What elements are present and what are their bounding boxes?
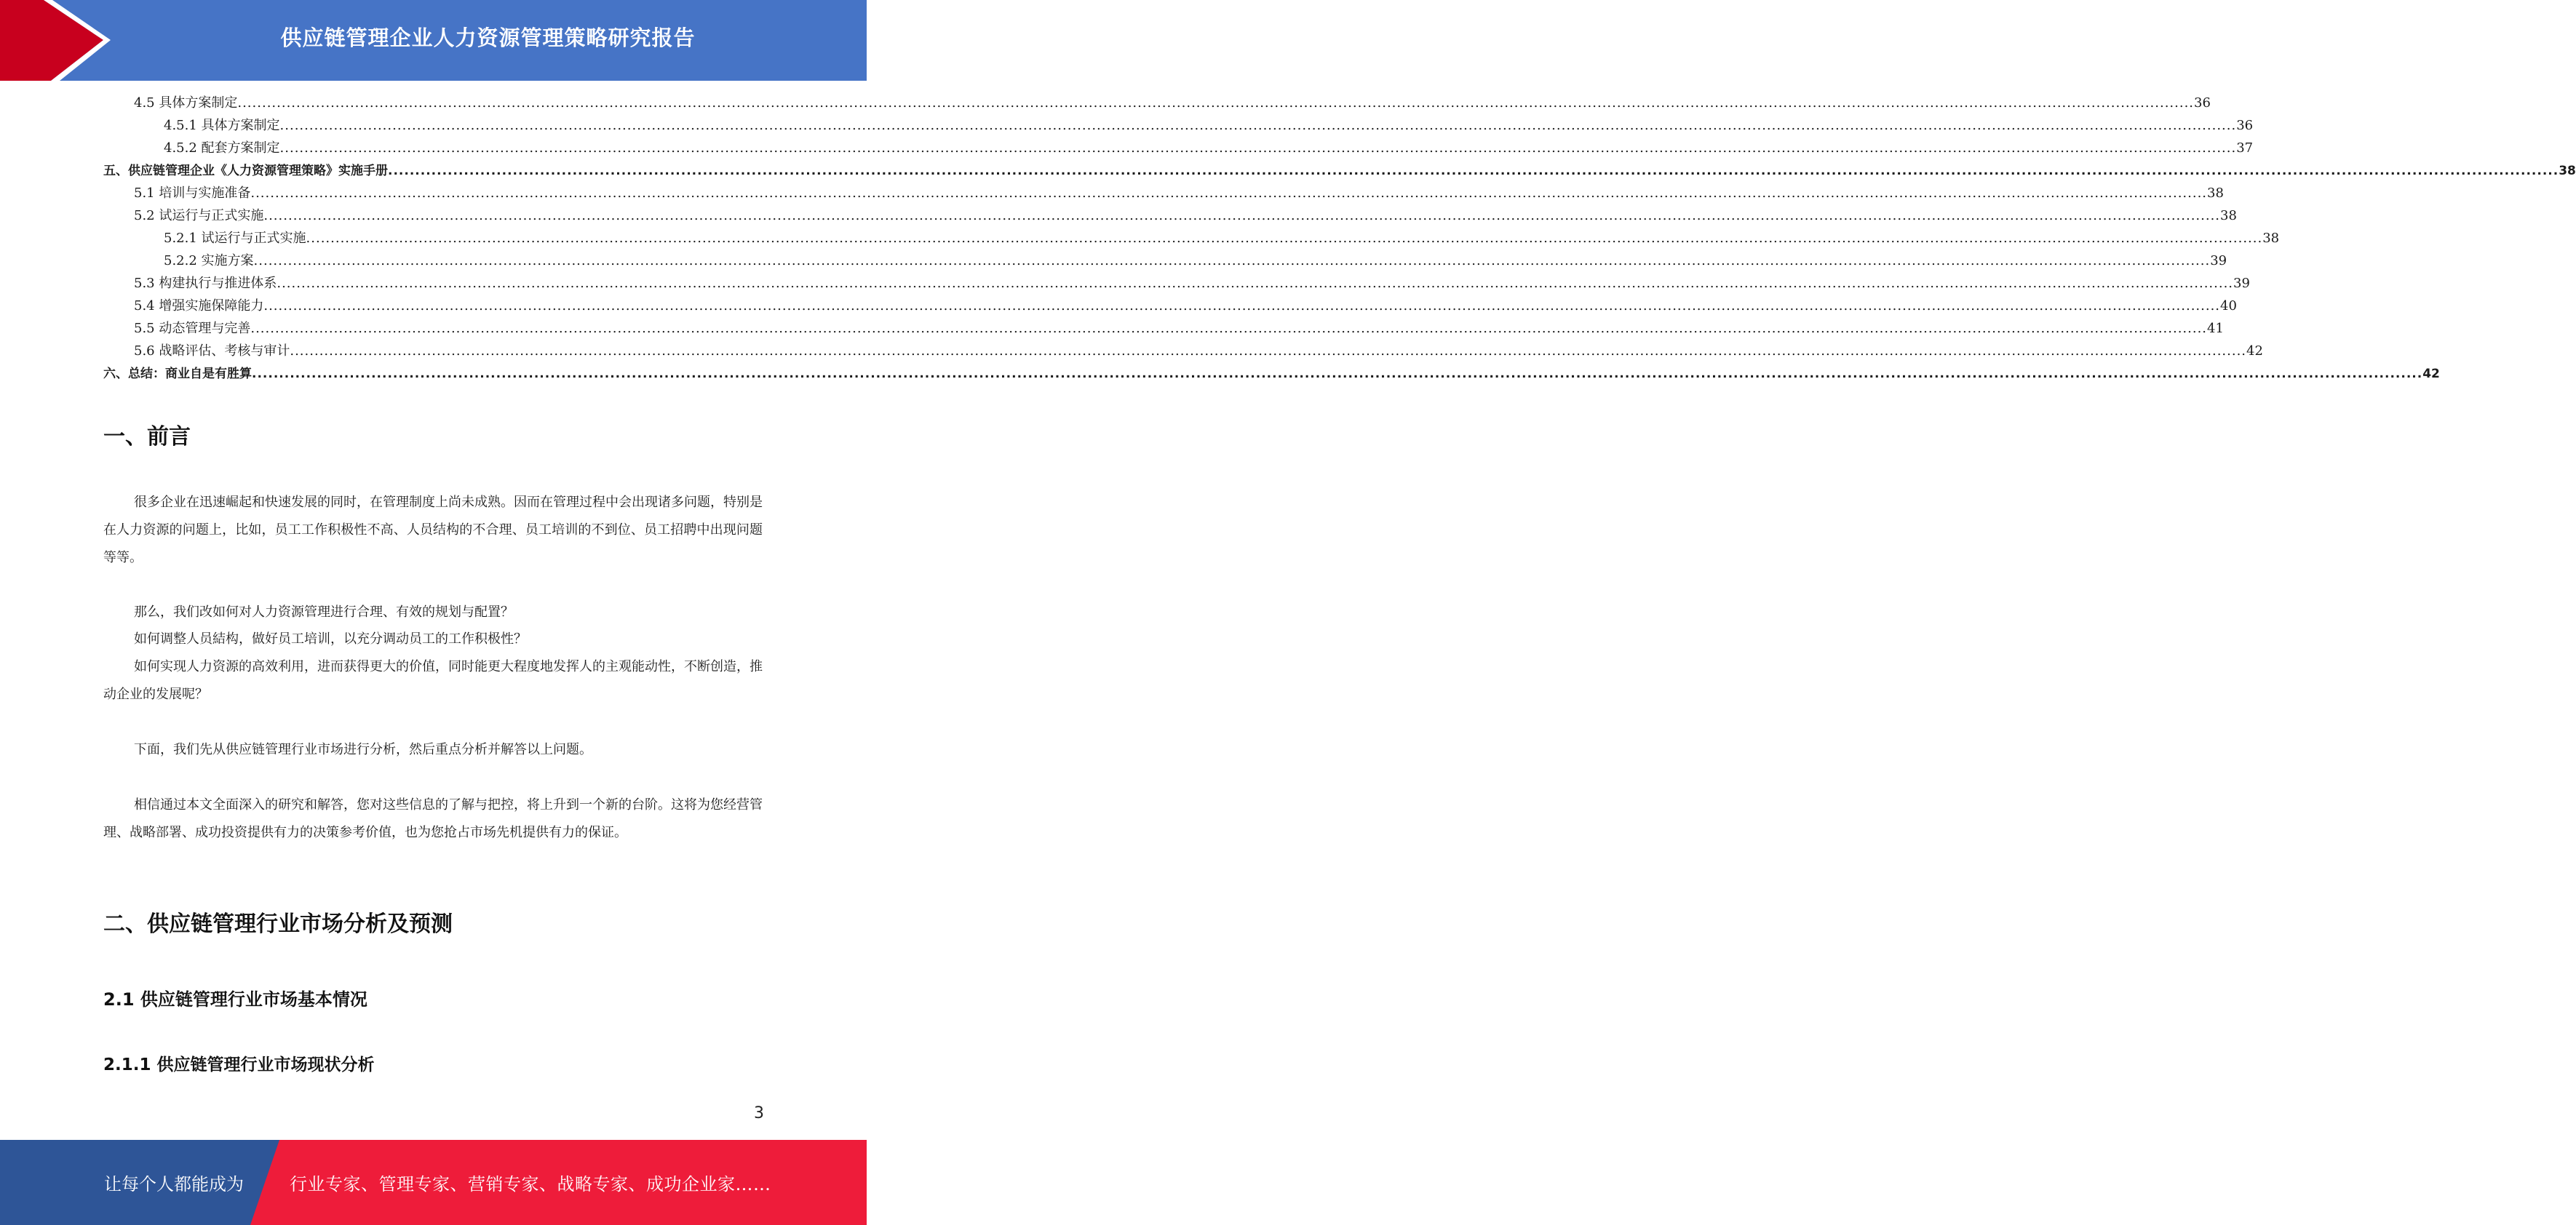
toc-leader-dots: ................................................................................................................................................................................................................................................................................................................................................................................................................ <box>263 208 2221 223</box>
toc-entry-page: 36 <box>2236 118 2254 133</box>
toc-entry-page: 39 <box>2233 276 2250 291</box>
toc-entry[interactable] <box>103 183 2224 205</box>
toc-entry-label: 5.3 构建执行与推进体系 <box>134 276 277 291</box>
page-footer <box>0 1140 867 1225</box>
toc-entry-page: 38 <box>2262 231 2280 246</box>
preface-question-3: 如何实现人力资源的高效利用，进而获得更大的价值，同时能更大程度地发挥人的主观能动性，不断创造，推动企业的发展呢？ <box>103 659 763 702</box>
toc-entry[interactable] <box>103 137 2254 160</box>
table-of-contents <box>103 92 2576 386</box>
preface-paragraph-1: 很多企业在迅速崛起和快速发展的同时，在管理制度上尚未成熟。因而在管理过程中会出现诸多问题，特别是在人力资源的问题上，比如，员工工作积极性不高、人员结构的不合理、员工培训的不到位、员工招聘中出现问题等等。 <box>103 495 763 565</box>
toc-leader-dots: ................................................................................................................................................................................................................................................................................................................................................................................................................ <box>279 118 2237 133</box>
toc-leader-dots: ................................................................................................................................................................................................................................................................................................................................................................................................................ <box>253 253 2211 268</box>
subsection-heading-2-1: 2.1 供应链管理行业市场基本情况 <box>103 989 367 1010</box>
toc-entry-label: 六、总结：商业自是有胜算 <box>103 367 252 381</box>
toc-leader-dots: ................................................................................................................................................................................................................................................................................................................................................................................................................ <box>277 276 2234 291</box>
preface-question-2: 如何调整人员結构，做好员工培训，以充分调动员工的工作积极性？ <box>134 631 527 647</box>
toc-entry-page: 40 <box>2220 298 2237 314</box>
toc-leader-dots: ................................................................................................................................................................................................................................................................................................................................................................................................................ <box>252 367 2423 381</box>
toc-leader-dots: ................................................................................................................................................................................................................................................................................................................................................................................................................ <box>290 343 2247 359</box>
toc-leader-dots: ................................................................................................................................................................................................................................................................................................................................................................................................................ <box>263 298 2221 314</box>
toc-entry-page: 36 <box>2194 95 2211 111</box>
toc-entry[interactable] <box>103 205 2237 228</box>
toc-entry-label: 4.5.2 配套方案制定 <box>164 140 280 156</box>
toc-entry[interactable] <box>103 363 2440 386</box>
toc-entry-page: 38 <box>2220 208 2237 223</box>
toc-entry[interactable] <box>103 228 2280 250</box>
footer-slogan-right: 行业专家、管理专家、营销专家、战略专家、成功企业家…… <box>290 1174 771 1194</box>
toc-entry-label: 5.2.1 试运行与正式实施 <box>164 231 306 246</box>
toc-entry-label: 5.2.2 实施方案 <box>164 253 254 268</box>
toc-leader-dots: ................................................................................................................................................................................................................................................................................................................................................................................................................ <box>250 185 2208 201</box>
toc-entry-label: 5.6 战略评估、考核与审计 <box>134 343 290 359</box>
toc-entry-label: 5.4 增强实施保障能力 <box>134 298 264 314</box>
toc-entry-label: 5.2 试运行与正式实施 <box>134 208 264 223</box>
toc-entry-page: 38 <box>2207 185 2224 201</box>
toc-entry-page: 42 <box>2246 343 2263 359</box>
subsection-heading-2-1-1: 2.1.1 供应链管理行业市场现状分析 <box>103 1056 375 1074</box>
toc-leader-dots: ................................................................................................................................................................................................................................................................................................................................................................................................................ <box>250 321 2208 336</box>
toc-entry[interactable] <box>103 273 2250 295</box>
toc-entry-label: 5.1 培训与实施准备 <box>134 185 251 201</box>
toc-leader-dots: ................................................................................................................................................................................................................................................................................................................................................................................................................ <box>237 95 2195 111</box>
toc-entry[interactable] <box>103 250 2227 273</box>
preface-paragraph-2: 下面，我们先从供应链管理行业市场进行分析，然后重点分析并解答以上问题。 <box>134 742 592 757</box>
section-heading-preface: 一、前言 <box>103 424 191 450</box>
page-number: 3 <box>754 1104 764 1122</box>
toc-entry-label: 4.5 具体方案制定 <box>134 95 238 111</box>
toc-entry-page: 39 <box>2210 253 2227 268</box>
toc-entry[interactable] <box>103 295 2237 318</box>
toc-leader-dots: ................................................................................................................................................................................................................................................................................................................................................................................................................ <box>388 164 2559 178</box>
section-heading-market-analysis: 二、供应链管理行业市场分析及预测 <box>103 911 453 937</box>
toc-entry[interactable] <box>103 340 2263 363</box>
toc-entry[interactable] <box>103 92 2211 115</box>
toc-entry[interactable] <box>103 115 2254 137</box>
toc-entry[interactable] <box>103 160 2576 183</box>
preface-paragraph-3: 相信通过本文全面深入的研究和解答，您对这些信息的了解与把控，将上升到一个新的台阶。这将为您经营管理、战略部署、成功投资提供有力的决策参考价值，也为您抢占市场先机提供有力的保证。 <box>103 797 763 840</box>
toc-entry-label: 五、供应链管理企业《人力资源管理策略》实施手册 <box>103 164 388 178</box>
preface-question-1: 那么，我们改如何对人力资源管理进行合理、有效的规划与配置？ <box>134 604 514 620</box>
toc-entry[interactable] <box>103 318 2224 340</box>
toc-entry-page: 38 <box>2559 164 2576 178</box>
toc-entry-page: 42 <box>2422 367 2440 381</box>
toc-leader-dots: ................................................................................................................................................................................................................................................................................................................................................................................................................ <box>306 231 2263 246</box>
toc-leader-dots: ................................................................................................................................................................................................................................................................................................................................................................................................................ <box>279 140 2237 156</box>
toc-entry-label: 4.5.1 具体方案制定 <box>164 118 280 133</box>
page-header <box>0 0 867 81</box>
toc-entry-page: 37 <box>2236 140 2254 156</box>
toc-entry-page: 41 <box>2207 321 2224 336</box>
footer-slogan-left: 让每个人都能成为 <box>104 1174 244 1194</box>
toc-entry-label: 5.5 动态管理与完善 <box>134 321 251 336</box>
header-title: 供应链管理企业人力资源管理策略研究报告 <box>280 25 696 50</box>
